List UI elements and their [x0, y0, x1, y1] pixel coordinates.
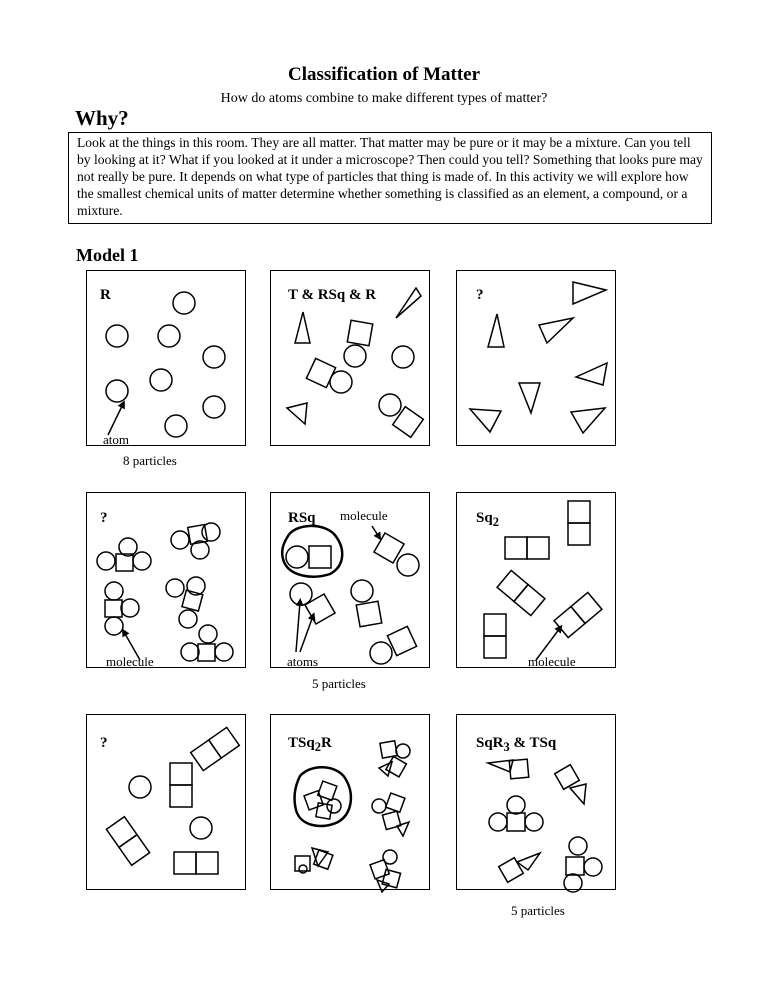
panel-9-label-sub: 3 — [503, 740, 510, 754]
molecule-label-right: molecule — [528, 654, 576, 669]
panel-9-label — [476, 735, 556, 755]
panel-9-label-tail: & TSq — [509, 735, 557, 751]
panel-4-label: ? — [100, 510, 108, 526]
panel-8-label-sub: 2 — [314, 740, 321, 754]
particles-count-5-bottom: 5 particles — [511, 903, 565, 918]
molecule-label-mid: molecule — [340, 508, 388, 523]
particles-count-8: 8 particles — [123, 453, 177, 468]
atom-label: atom — [103, 432, 129, 447]
panel-8-label-main: TSq — [288, 735, 315, 751]
panel-5-label: RSq — [288, 510, 316, 526]
panel-6-label — [476, 510, 499, 530]
model-panel-4 — [86, 492, 246, 668]
panel-3-label: ? — [476, 287, 484, 303]
panel-9-label-main: SqR — [476, 735, 504, 751]
panel-6-label-main: Sq — [476, 510, 493, 526]
why-heading: Why? — [75, 106, 129, 130]
page-title: Classification of Matter — [287, 64, 481, 85]
panel-1-label: R — [100, 287, 111, 303]
atoms-label: atoms — [287, 654, 319, 669]
panel-6-label-sub: 2 — [492, 515, 499, 529]
panel-7-label: ? — [100, 735, 108, 751]
panel-8-label — [288, 735, 332, 755]
model-heading: Model 1 — [76, 245, 139, 265]
particles-count-5-mid: 5 particles — [312, 676, 366, 691]
panel-2-label: T & RSq & R — [288, 287, 377, 303]
model-panel-7 — [86, 714, 246, 890]
panel-8-label-tail: R — [320, 735, 332, 751]
why-textbox: Look at the things in this room. They are all matter. That matter may be pure or it may be a mixture. Can you tell by looking at it? What if you looked at it under a microscope? Then could you tell? Something that looks pure may not really be pure. It depends on what type of particles that thing is made of. In this activity we will explore how the smallest chemical units of matter determine whether something is classified as an element, a compound, or a mixture. — [68, 132, 712, 224]
page-subtitle: How do atoms combine to make different types of matter? — [220, 91, 548, 106]
molecule-label-left: molecule — [106, 654, 154, 669]
